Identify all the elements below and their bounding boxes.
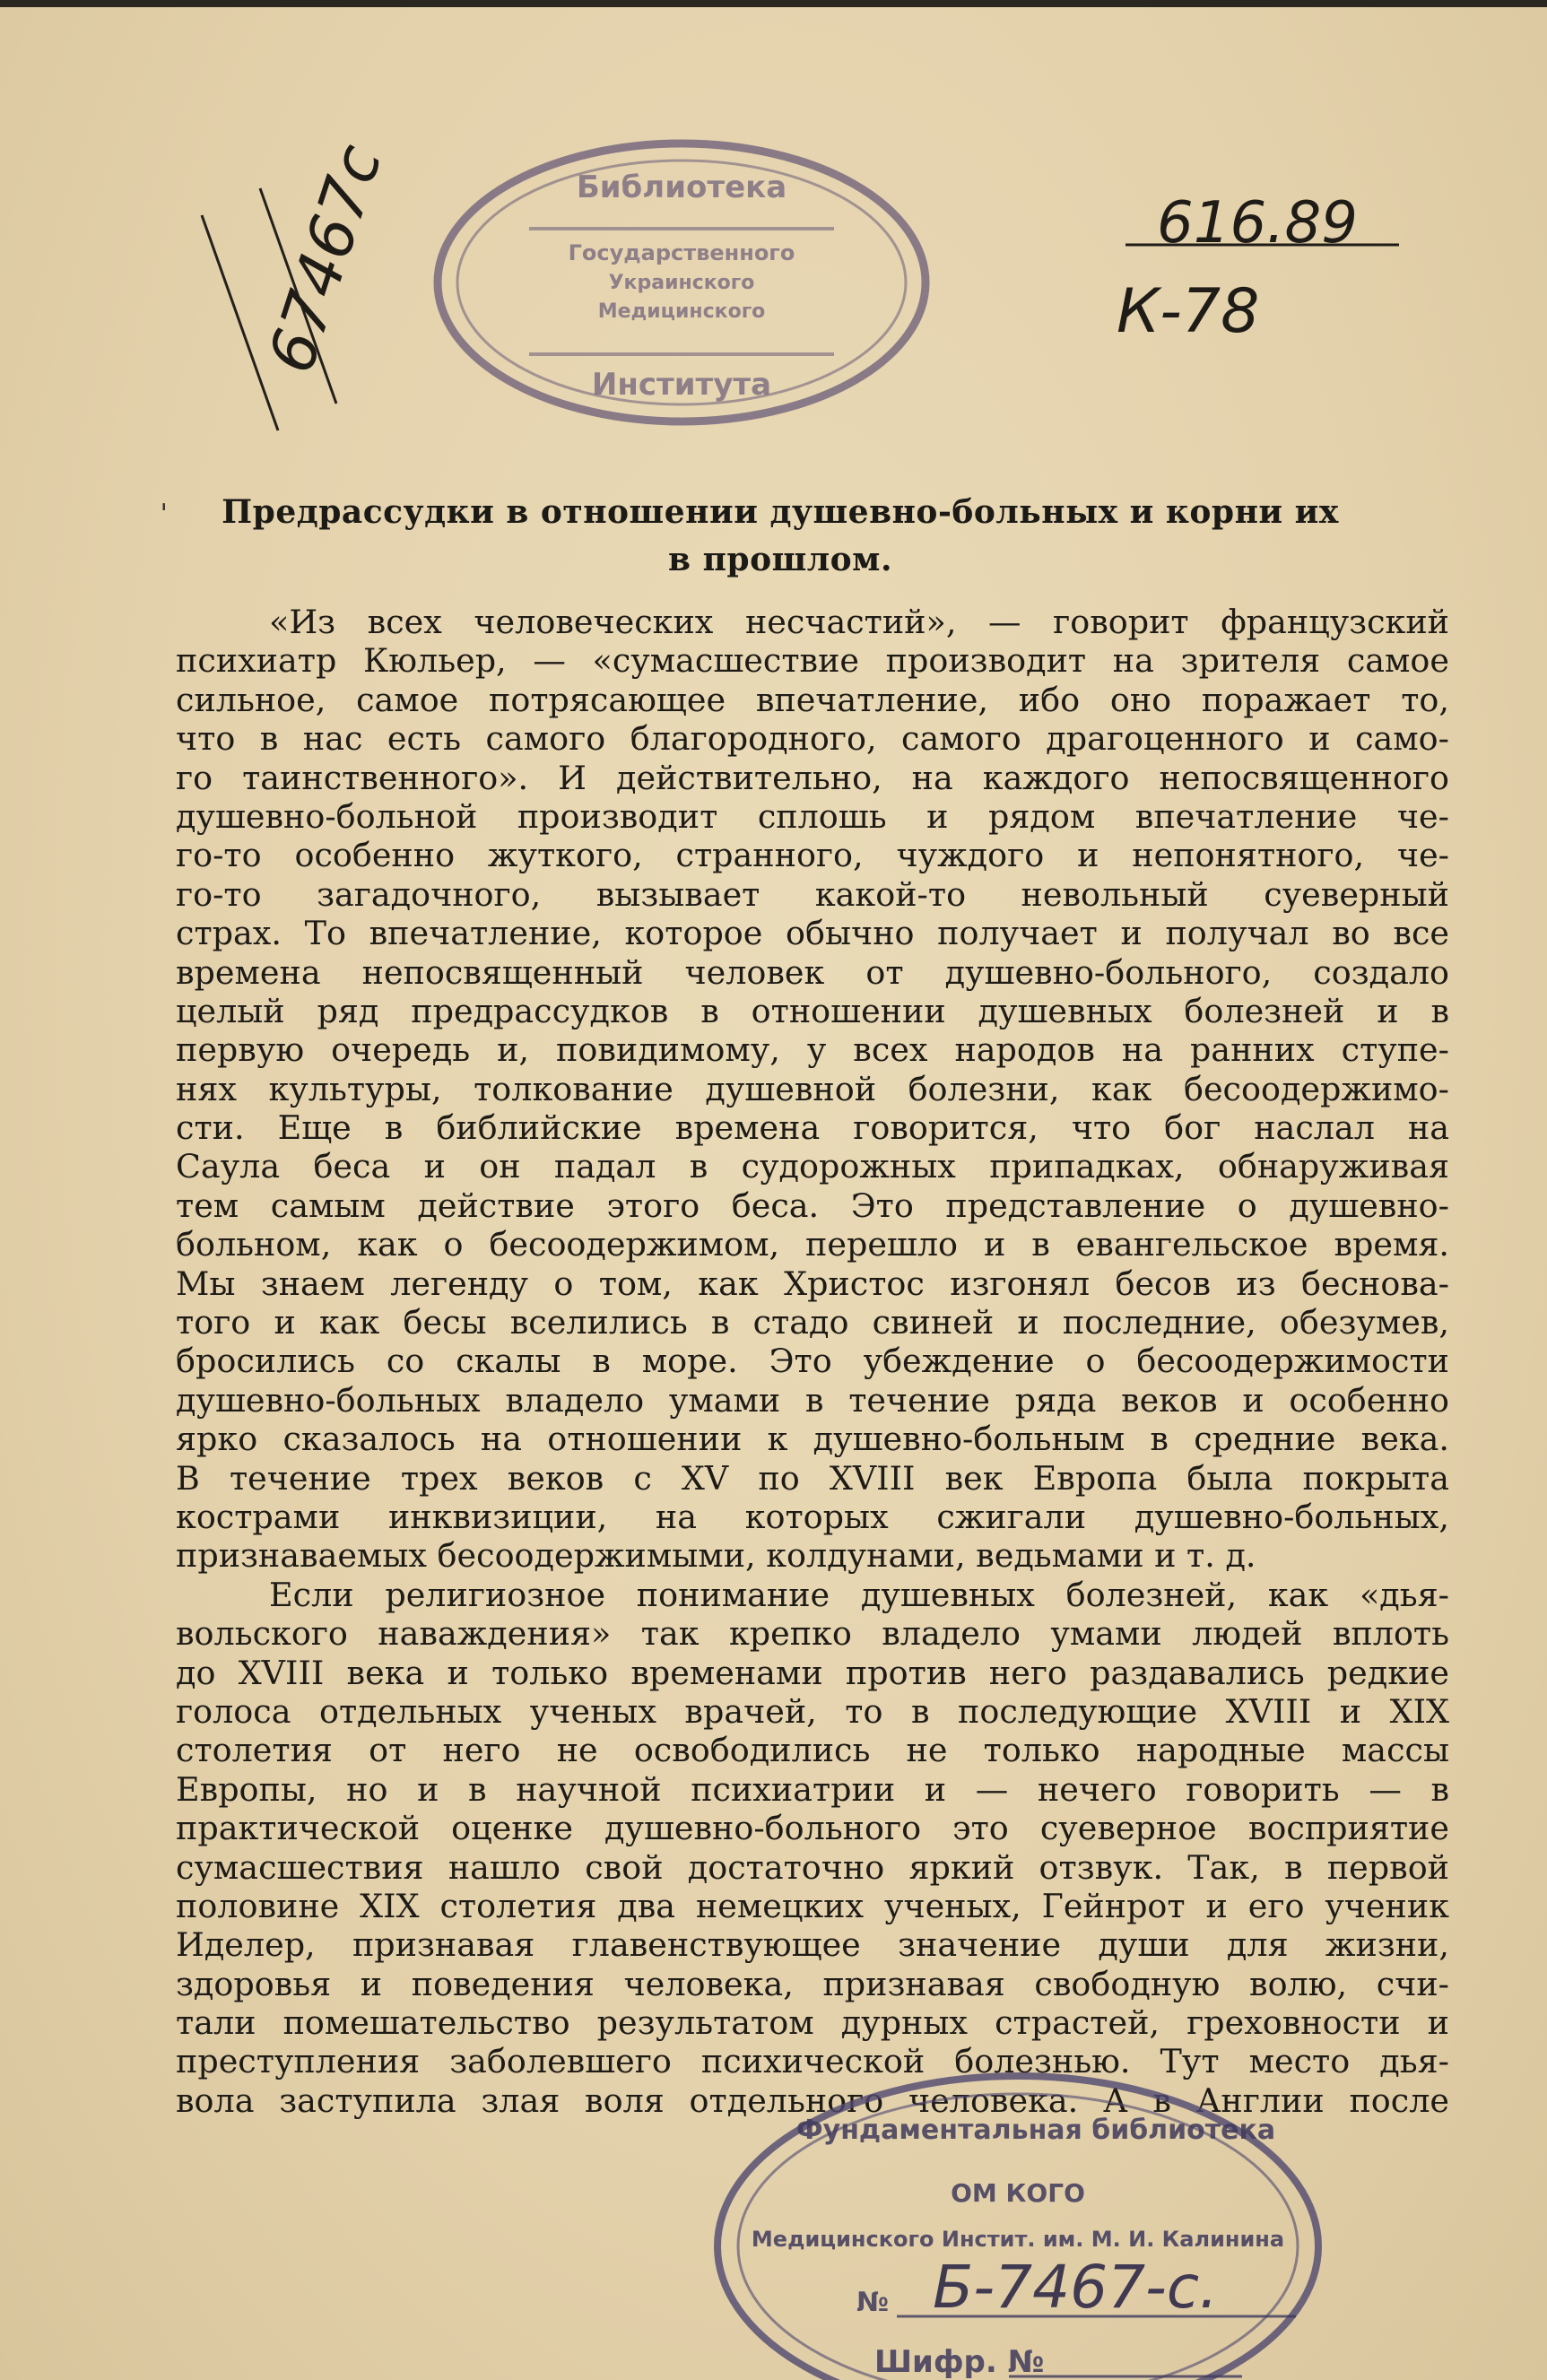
- text-line: бросились со скалы в море. Это убеждение о бесоодержимости: [176, 1342, 1449, 1381]
- text-line: Иделер, признавая главенствующее значение души для жизни,: [176, 1925, 1449, 1965]
- stamp-number-label: №: [856, 2287, 890, 2318]
- stamp-top-line-2: Государственного: [568, 240, 795, 265]
- handwritten-cutter-text: К-78: [1117, 276, 1260, 347]
- text-line: го-то особенно жуткого, странного, чуждого и непонятного, че-: [176, 836, 1449, 875]
- stamp-number-value: Б-7467-с.: [933, 2253, 1219, 2322]
- handwritten-number-text: 67467с: [254, 135, 396, 382]
- handwritten-classification: [1108, 175, 1404, 381]
- stamp-top-line-3: Украинского: [608, 272, 755, 294]
- text-line: здоровья и поведения человека, признавая свободную волю, счи-: [176, 1964, 1449, 2003]
- stamp-bottom-line-2: ОМ КОГО: [951, 2178, 1085, 2208]
- text-line: душевно-больной производит сплошь и рядом впечатление че-: [176, 796, 1449, 836]
- stamp-bottom-line-3: Медицинского Инстит. им. М. И. Калинина: [751, 2227, 1285, 2252]
- text-line: Европы, но и в научной психиатрии и — нечего говорить — в: [176, 1769, 1449, 1809]
- text-line: времена непосвященный человек от душевно-больного, создало: [176, 952, 1449, 992]
- text-line: голоса отдельных ученых врачей, то в последующие XVIII и XIX: [176, 1691, 1449, 1731]
- stamp-top-line-1: Библиотека: [576, 169, 787, 205]
- title-line: Предрассудки в отношении душевно-больных и корни их: [222, 493, 1339, 531]
- text-line: нях культуры, толкование душевной болезни, как бесоодержимо-: [176, 1069, 1449, 1108]
- text-line: половине XIX столетия два немецких ученых, Гейнрот и его ученик: [176, 1886, 1449, 1925]
- stamp-top-line-5: Института: [591, 367, 772, 403]
- text-line: практической оценке душевно-больного это суеверное восприятие: [176, 1809, 1449, 1848]
- paragraph-1: [176, 603, 1449, 1576]
- text-line: го таинственного». И действительно, на каждого непосвященного: [176, 758, 1449, 797]
- text-line: тали помешательство результатом дурных страстей, греховности и: [176, 2003, 1449, 2043]
- stamp-top-line-4: Медицинского: [597, 300, 766, 323]
- text-line: Саула беса и он падал в судорожных припадках, обнаруживая: [176, 1147, 1449, 1186]
- text-line: сти. Еще в библийские времена говорится, что бог наслал на: [176, 1108, 1449, 1148]
- margin-mark: ˈ: [160, 499, 169, 534]
- text-line: столетия от него не освободились не только народные массы: [176, 1731, 1449, 1770]
- text-line: что в нас есть самого благородного, самого драгоценного и само-: [176, 719, 1449, 759]
- title-line: в прошлом.: [668, 541, 892, 578]
- text-line: признаваемых бесоодержимыми, колдунами, ведьмами и т. д.: [176, 1536, 1256, 1576]
- text-line: Мы знаем легенду о том, как Христос изгонял бесов из беснова-: [176, 1264, 1449, 1303]
- text-line: Если религиозное понимание душевных болезней, как «дья-: [269, 1575, 1449, 1614]
- text-line: «Из всех человеческих несчастий», — говорит французский: [269, 603, 1449, 641]
- text-line: го-то загадочного, вызывает какой-то невольный суеверный: [176, 874, 1449, 914]
- text-line: душевно-больных владело умами в течение ряда веков и особенно: [176, 1380, 1449, 1420]
- scan-top-edge: [0, 0, 1547, 7]
- stamp-library-top: [430, 135, 933, 430]
- text-line: вольского наваждения» так крепко владело умами людей вплоть: [176, 1614, 1449, 1654]
- text-line: В течение трех веков с XV по XVIII век Европа была покрыта: [176, 1458, 1449, 1498]
- text-line: сильное, самое потрясающее впечатление, ибо оно поражает то,: [176, 680, 1449, 719]
- text-line: того и как бесы вселились в стадо свиней и последние, обезумев,: [176, 1303, 1449, 1342]
- paragraph-2: [176, 1576, 1449, 2120]
- text-line: кострами инквизиции, на которых сжигали душевно-больных,: [176, 1497, 1449, 1536]
- text-line: сумасшествия нашло свой достаточно яркий отзвук. Так, в первой: [176, 1847, 1449, 1887]
- text-line: тем самым действие этого беса. Это представление о душевно-: [176, 1186, 1449, 1225]
- stamp-cipher-label: Шифр. №: [874, 2344, 1045, 2380]
- text-line: целый ряд предрассудков в отношении душевных болезней и в: [176, 991, 1449, 1030]
- text-line: вола заступила злая воля отдельного человека. А в Англии после: [176, 2080, 1449, 2120]
- text-line: психиатр Кюльер, — «сумасшествие производит на зрителя самое: [176, 641, 1449, 681]
- article-body: [176, 603, 1449, 2120]
- text-line: первую очередь и, повидимому, у всех народов на ранних ступе-: [176, 1030, 1449, 1070]
- text-line: ярко сказалось на отношении к душевно-больным в средние века.: [176, 1420, 1449, 1459]
- article-title: [197, 489, 1363, 584]
- stamp-library-bottom: [704, 2067, 1332, 2380]
- stamp-bottom-line-1: Фундаментальная библиотека: [795, 2115, 1276, 2146]
- text-line: преступления заболевшего психической болезнью. Тут место дья-: [176, 2042, 1449, 2081]
- text-line: больном, как о бесоодержимом, перешло и в евангельское время.: [176, 1225, 1449, 1264]
- handwritten-classification-text: 616.89: [1157, 190, 1358, 256]
- handwritten-inventory-number: [193, 81, 399, 439]
- text-line: до XVIII века и только временами против него раздавались редкие: [176, 1653, 1449, 1692]
- text-line: страх. То впечатление, которое обычно получает и получал во все: [176, 914, 1449, 953]
